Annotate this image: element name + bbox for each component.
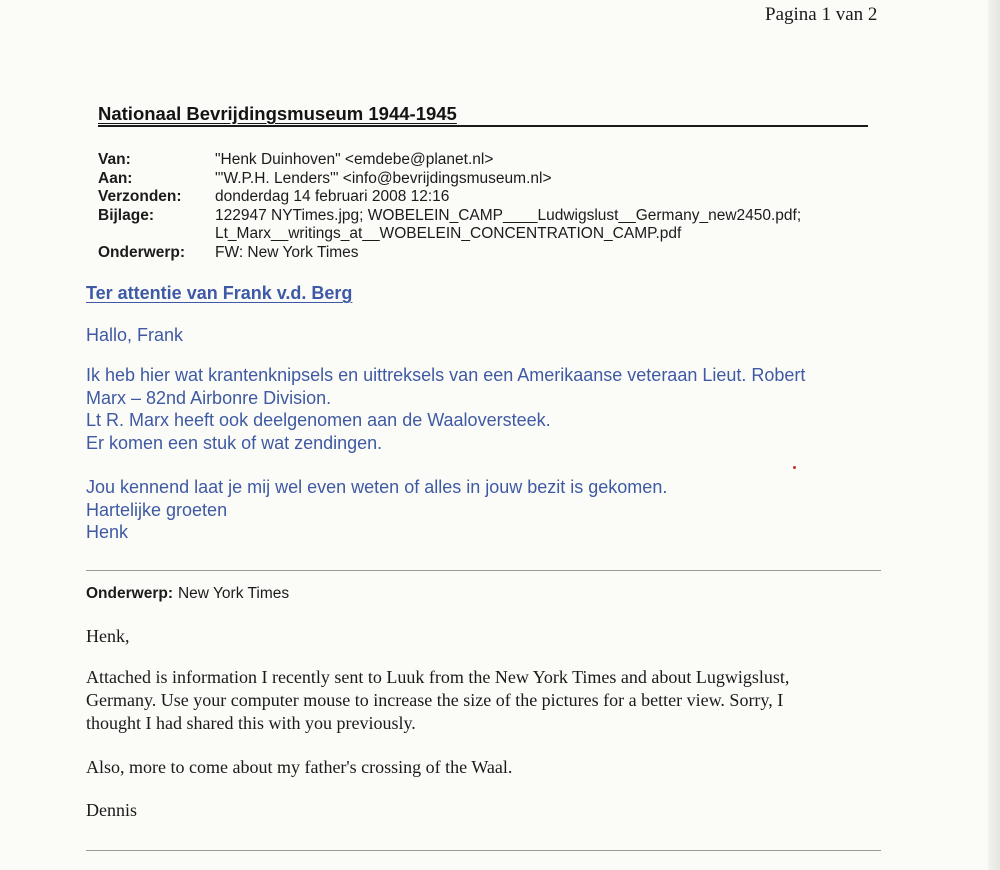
sent-label: Verzonden: — [98, 188, 182, 205]
header-row-attachment — [98, 207, 801, 226]
message2-p1-line1: Attached is information I recently sent to Luuk from the New York Times and about Lugwigslust, — [86, 667, 790, 687]
attachment-label: Bijlage: — [98, 206, 154, 224]
header-row-sent — [98, 188, 801, 207]
message1-p1-line2: Marx – 82nd Airbonre Division. — [86, 387, 332, 408]
header-row-attachment-cont — [98, 225, 801, 244]
email-header — [98, 151, 801, 262]
header-row-to — [98, 170, 801, 189]
title-rule — [98, 125, 868, 127]
header-row-subject — [98, 244, 801, 263]
message1-greeting: Hallo, Frank — [86, 325, 184, 345]
message-divider — [86, 570, 881, 571]
from-label: Van: — [98, 151, 131, 168]
message2-subject — [86, 585, 289, 603]
message1-p2-line1: Jou kennend laat je mij wel even weten of alles in jouw bezit is gekomen. — [86, 477, 668, 497]
message1-p1-line3: Lt R. Marx heeft ook deelgenomen aan de Waaloversteek. — [86, 410, 551, 430]
message2-p1-line3: thought I had shared this with you previously. — [86, 713, 416, 733]
to-value: "'W.P.H. Lenders'" <info@bevrijdingsmuseum.nl> — [215, 169, 552, 187]
message2-paragraph2: Also, more to come about my father's crossing of the Waal. — [86, 757, 513, 777]
attachment-value-line1: 122947 NYTimes.jpg; WOBELEIN_CAMP____Ludwigslust__Germany_new2450.pdf; — [215, 206, 802, 224]
page-edge-shadow — [988, 0, 1000, 870]
message1-p2-line2: Hartelijke groeten — [86, 499, 228, 520]
message1-p2-line3: Henk — [86, 522, 129, 542]
scan-speck — [793, 466, 796, 469]
page-number: Pagina 1 van 2 — [765, 4, 878, 25]
message2-subject-label: Onderwerp: — [86, 585, 173, 602]
subject-value: FW: New York Times — [215, 243, 359, 261]
sent-value: donderdag 14 februari 2008 12:16 — [215, 188, 450, 205]
organization-title: Nationaal Bevrijdingsmuseum 1944-1945 — [98, 103, 457, 124]
from-value: "Henk Duinhoven" <emdebe@planet.nl> — [215, 151, 494, 168]
message1-p1-line4: Er komen een stuk of wat zendingen. — [86, 432, 383, 453]
attention-line: Ter attentie van Frank v.d. Berg — [86, 283, 353, 303]
header-row-from — [98, 151, 801, 170]
message1-p1-line1: Ik heb hier wat krantenknipsels en uittreksels van een Amerikaanse veteraan Lieut. Robert — [86, 365, 806, 385]
to-label: Aan: — [98, 169, 133, 187]
message2-signature: Dennis — [86, 800, 137, 820]
attachment-value-line2: Lt_Marx__writings_at__WOBELEIN_CONCENTRATION_CAMP.pdf — [215, 225, 682, 242]
message1-paragraph1 — [86, 364, 805, 454]
message2-p1-line2: Germany. Use your computer mouse to increase the size of the pictures for a better view. Sorry, I — [86, 690, 784, 710]
message2-subject-value: New York Times — [177, 585, 290, 602]
message2-greeting: Henk, — [86, 626, 130, 646]
subject-label: Onderwerp: — [98, 243, 185, 261]
message2-paragraph1 — [86, 666, 789, 735]
footer-divider — [86, 850, 881, 851]
message1-paragraph2 — [86, 476, 667, 544]
